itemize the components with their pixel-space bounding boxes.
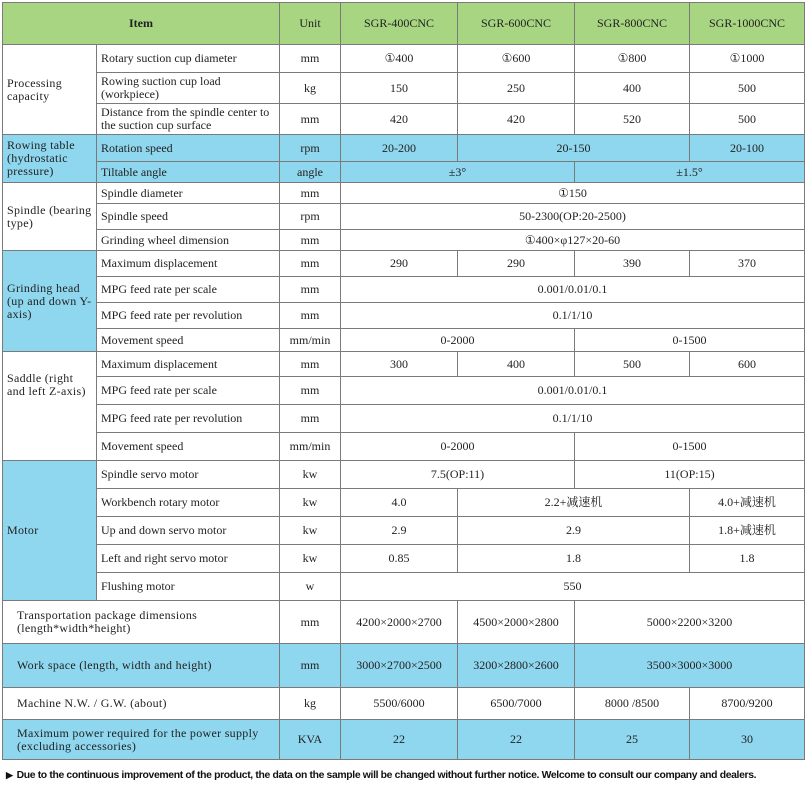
group-saddle: Saddle (right and left Z-axis) <box>3 352 97 461</box>
table-row <box>3 104 805 135</box>
row-unit: kw <box>280 545 341 573</box>
value-cell: 4500×2000×2800 <box>458 601 575 644</box>
row-label: Spindle diameter <box>97 183 280 204</box>
group-spindle: Spindle (bearing type) <box>3 183 97 251</box>
value-cell: 3000×2700×2500 <box>341 644 458 688</box>
table-row <box>3 162 805 183</box>
value-cell: 20-200 <box>341 135 458 162</box>
value-cell: 22 <box>341 720 458 760</box>
value-cell: 250 <box>458 73 575 104</box>
row-unit: w <box>280 573 341 601</box>
row-unit: kw <box>280 517 341 545</box>
row-unit: mm <box>280 405 341 433</box>
value-cell: 600 <box>690 352 805 377</box>
group-grinding-head: Grinding head (up and down Y-axis) <box>3 251 97 352</box>
table-row <box>3 545 805 573</box>
row-label: Left and right servo motor <box>97 545 280 573</box>
row-unit: rpm <box>280 135 341 162</box>
value-cell: 500 <box>575 352 690 377</box>
value-cell: 520 <box>575 104 690 135</box>
table-row <box>3 329 805 352</box>
value-cell: 390 <box>575 251 690 277</box>
table-row <box>3 303 805 329</box>
group-motor: Motor <box>3 461 97 601</box>
row-unit: kg <box>280 73 341 104</box>
value-cell: 420 <box>341 104 458 135</box>
row-label: Rotary suction cup diameter <box>97 45 280 73</box>
table-row <box>3 601 805 644</box>
row-unit: mm/min <box>280 329 341 352</box>
value-cell: 20-100 <box>690 135 805 162</box>
value-cell: 1.8 <box>458 545 690 573</box>
value-cell: 0-1500 <box>575 433 805 461</box>
value-cell: 1.8 <box>690 545 805 573</box>
row-unit: kw <box>280 461 341 489</box>
row-unit: mm/min <box>280 433 341 461</box>
row-label: Up and down servo motor <box>97 517 280 545</box>
row-unit: mm <box>280 277 341 303</box>
value-cell: 8000 /8500 <box>575 688 690 720</box>
row-label: Workbench rotary motor <box>97 489 280 517</box>
value-cell: 500 <box>690 104 805 135</box>
model-header-800: SGR-800CNC <box>575 3 690 45</box>
table-row <box>3 45 805 73</box>
row-label-workspace: Work space (length, width and height) <box>3 644 280 688</box>
value-cell: 2.9 <box>341 517 458 545</box>
header-row <box>3 3 805 45</box>
value-cell: 550 <box>341 573 805 601</box>
row-label: Movement speed <box>97 433 280 461</box>
value-cell: 50-2300(OP:20-2500) <box>341 204 805 230</box>
value-cell: ①800 <box>575 45 690 73</box>
row-label: Tiltable angle <box>97 162 280 183</box>
row-unit: mm <box>280 104 341 135</box>
model-header-400: SGR-400CNC <box>341 3 458 45</box>
row-unit: angle <box>280 162 341 183</box>
row-unit: mm <box>280 352 341 377</box>
value-cell: 4200×2000×2700 <box>341 601 458 644</box>
table-row <box>3 204 805 230</box>
table-row <box>3 405 805 433</box>
row-label: Maximum displacement <box>97 251 280 277</box>
value-cell: ±1.5° <box>575 162 805 183</box>
table-row <box>3 461 805 489</box>
value-cell: ±3° <box>341 162 575 183</box>
row-label: Spindle servo motor <box>97 461 280 489</box>
value-cell: 150 <box>341 73 458 104</box>
value-cell: 2.9 <box>458 517 690 545</box>
model-header-1000: SGR-1000CNC <box>690 3 805 45</box>
table-row <box>3 489 805 517</box>
row-label-power: Maximum power required for the power supply (excluding accessories) <box>3 720 280 760</box>
value-cell: 400 <box>575 73 690 104</box>
value-cell: 11(OP:15) <box>575 461 805 489</box>
row-label: MPG feed rate per scale <box>97 377 280 405</box>
value-cell: 0.1/1/10 <box>341 303 805 329</box>
row-label-weight: Machine N.W. / G.W. (about) <box>3 688 280 720</box>
row-unit: mm <box>280 251 341 277</box>
value-cell: ①600 <box>458 45 575 73</box>
value-cell: 0-2000 <box>341 329 575 352</box>
row-label: Rotation speed <box>97 135 280 162</box>
value-cell: 5500/6000 <box>341 688 458 720</box>
value-cell: 0-2000 <box>341 433 575 461</box>
table-row <box>3 230 805 251</box>
value-cell: 420 <box>458 104 575 135</box>
triangle-bullet-icon: ▶ <box>6 770 13 780</box>
value-cell: ①400×φ127×20-60 <box>341 230 805 251</box>
row-label: MPG feed rate per scale <box>97 277 280 303</box>
row-label: Distance from the spindle center to the suction cup surface <box>97 104 280 135</box>
row-label: Flushing motor <box>97 573 280 601</box>
row-unit: mm <box>280 230 341 251</box>
value-cell: 0-1500 <box>575 329 805 352</box>
value-cell: 25 <box>575 720 690 760</box>
row-label-transport: Transportation package dimensions (length*width*height) <box>3 601 280 644</box>
table-row <box>3 251 805 277</box>
unit-header: Unit <box>280 3 341 45</box>
value-cell: 3500×3000×3000 <box>575 644 805 688</box>
table-row <box>3 73 805 104</box>
value-cell: 7.5(OP:11) <box>341 461 575 489</box>
row-label: MPG feed rate per revolution <box>97 405 280 433</box>
table-row <box>3 277 805 303</box>
value-cell: 6500/7000 <box>458 688 575 720</box>
spec-table <box>2 2 805 760</box>
value-cell: 30 <box>690 720 805 760</box>
value-cell: 0.1/1/10 <box>341 405 805 433</box>
value-cell: 0.001/0.01/0.1 <box>341 277 805 303</box>
table-row <box>3 135 805 162</box>
row-unit: mm <box>280 377 341 405</box>
footnote <box>6 770 802 781</box>
row-label: Movement speed <box>97 329 280 352</box>
table-row <box>3 517 805 545</box>
row-unit: mm <box>280 303 341 329</box>
value-cell: 4.0+减速机 <box>690 489 805 517</box>
value-cell: 0.001/0.01/0.1 <box>341 377 805 405</box>
table-row <box>3 433 805 461</box>
value-cell: 1.8+减速机 <box>690 517 805 545</box>
value-cell: ①1000 <box>690 45 805 73</box>
row-unit: kg <box>280 688 341 720</box>
table-row <box>3 377 805 405</box>
value-cell: 300 <box>341 352 458 377</box>
value-cell: 22 <box>458 720 575 760</box>
row-unit: mm <box>280 644 341 688</box>
value-cell: 8700/9200 <box>690 688 805 720</box>
value-cell: 4.0 <box>341 489 458 517</box>
row-label: Spindle speed <box>97 204 280 230</box>
row-unit: KVA <box>280 720 341 760</box>
value-cell: 5000×2200×3200 <box>575 601 805 644</box>
row-unit: rpm <box>280 204 341 230</box>
row-unit: kw <box>280 489 341 517</box>
value-cell: 2.2+减速机 <box>458 489 690 517</box>
table-row <box>3 573 805 601</box>
table-row <box>3 644 805 688</box>
table-row <box>3 720 805 760</box>
group-rowing-table: Rowing table (hydrostatic pressure) <box>3 135 97 183</box>
model-header-600: SGR-600CNC <box>458 3 575 45</box>
footnote-text: Due to the continuous improvement of the product, the data on the sample will be changed without further notice. Welcome to consult our company and dealers. <box>16 770 757 781</box>
row-label: MPG feed rate per revolution <box>97 303 280 329</box>
row-unit: mm <box>280 183 341 204</box>
value-cell: 0.85 <box>341 545 458 573</box>
value-cell: ①150 <box>341 183 805 204</box>
row-unit: mm <box>280 45 341 73</box>
row-unit: mm <box>280 601 341 644</box>
row-label: Maximum displacement <box>97 352 280 377</box>
value-cell: 400 <box>458 352 575 377</box>
value-cell: 3200×2800×2600 <box>458 644 575 688</box>
value-cell: 290 <box>341 251 458 277</box>
value-cell: 500 <box>690 73 805 104</box>
item-header: Item <box>3 3 280 45</box>
row-label: Grinding wheel dimension <box>97 230 280 251</box>
table-row <box>3 688 805 720</box>
row-label: Rowing suction cup load (workpiece) <box>97 73 280 104</box>
value-cell: ①400 <box>341 45 458 73</box>
value-cell: 370 <box>690 251 805 277</box>
value-cell: 290 <box>458 251 575 277</box>
group-processing-capacity: Processing capacity <box>3 45 97 135</box>
table-row <box>3 352 805 377</box>
value-cell: 20-150 <box>458 135 690 162</box>
table-row <box>3 183 805 204</box>
